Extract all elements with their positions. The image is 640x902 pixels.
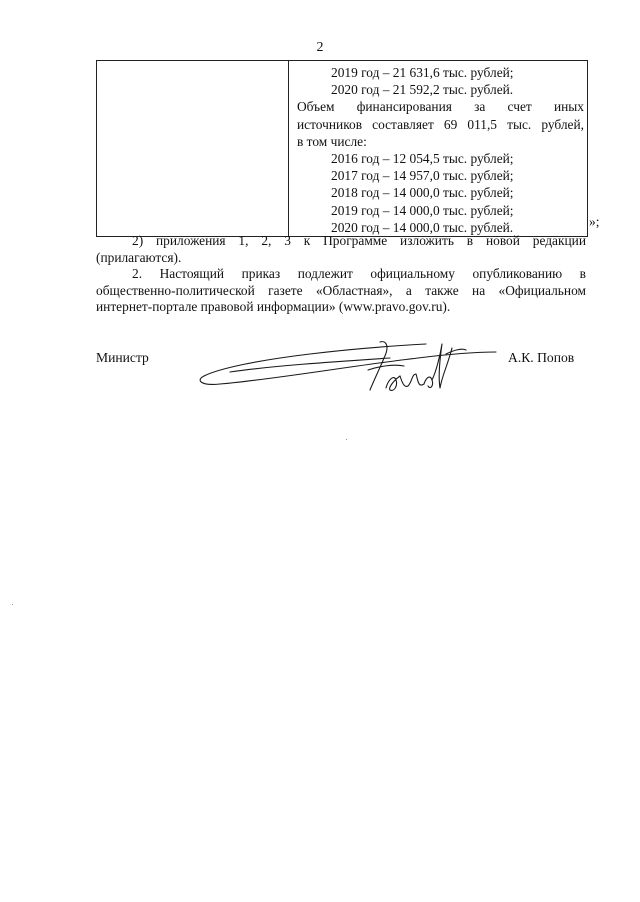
table-left-cell bbox=[97, 61, 289, 237]
scan-speck bbox=[346, 439, 347, 440]
paragraph-line: (прилагаются). bbox=[96, 249, 182, 265]
funding-year-line: 2020 год – 21 592,2 тыс. рублей. bbox=[331, 82, 514, 98]
page-number: 2 bbox=[316, 40, 324, 55]
paragraph-line: общественно-политической газете «Областная», а также на «Официальном bbox=[96, 282, 586, 298]
paragraph-line: 2. Настоящий приказ подлежит официальному опубликованию в bbox=[132, 266, 586, 281]
paragraph-line: интернет-портале правовой информации» (www.pravo.gov.ru). bbox=[96, 299, 451, 315]
signatory-name: А.К. Попов bbox=[508, 350, 575, 365]
funding-year-line: 2016 год – 12 054,5 тыс. рублей; bbox=[331, 151, 514, 167]
table-right-cell bbox=[289, 61, 588, 237]
funding-year-line: 2018 год – 14 000,0 тыс. рублей; bbox=[331, 185, 514, 201]
funding-text-line: в том числе: bbox=[297, 133, 367, 149]
paragraph-line: 2) приложения 1, 2, 3 к Программе изложить в новой редакции bbox=[132, 233, 586, 248]
signatory-role: Министр bbox=[96, 350, 149, 365]
closing-quote: »; bbox=[589, 214, 600, 229]
funding-year-line: 2019 год – 21 631,6 тыс. рублей; bbox=[331, 65, 514, 80]
paragraph-item-2 bbox=[96, 233, 586, 266]
funding-year-line: 2019 год – 14 000,0 тыс. рублей; bbox=[331, 202, 514, 218]
funding-text-line: источников составляет 69 011,5 тыс. рублей, bbox=[297, 116, 584, 132]
funding-text-line: Объем финансирования за счет иных bbox=[297, 99, 584, 115]
table-row bbox=[97, 61, 588, 237]
handwritten-signature bbox=[190, 336, 500, 396]
program-passport-table bbox=[96, 60, 588, 237]
funding-year-line: 2020 год – 14 000,0 тыс. рублей. bbox=[331, 219, 514, 235]
paragraph-point-2 bbox=[96, 266, 586, 316]
funding-year-line: 2017 год – 14 957,0 тыс. рублей; bbox=[331, 168, 514, 184]
scan-speck bbox=[12, 604, 13, 605]
